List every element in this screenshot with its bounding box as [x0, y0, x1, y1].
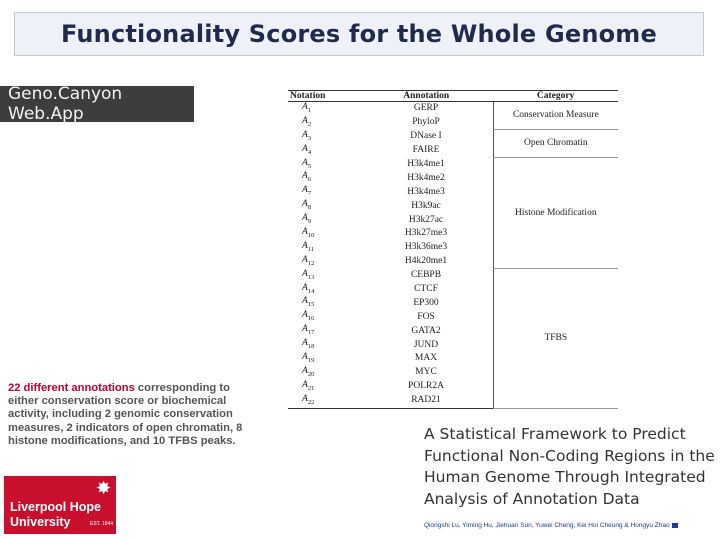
header-annotation: Annotation — [359, 91, 493, 102]
paper-title: A Statistical Framework to Predict Functional Non-Coding Regions in the Human Genome Through Integrated Analysis of Annotation Data — [424, 425, 715, 508]
notation-cell — [288, 158, 359, 172]
annotation-cell: FOS — [417, 311, 435, 322]
notation-index: 17 — [307, 329, 315, 337]
annotation-cell: H3k9ac — [411, 200, 441, 211]
notation-symbol: A — [302, 282, 308, 293]
annotation-cell: CTCF — [414, 284, 438, 295]
authors-text: Qiongshi Lu, Yiming Hu, Jiehuan Sun, Yuwei Cheng, Kei Hoi Cheung & Hongyu Zhao — [424, 522, 670, 529]
notation-cell — [288, 380, 359, 394]
category-cell: Histone Modification — [493, 158, 618, 269]
notation-cell — [288, 213, 359, 227]
notation-symbol: A — [302, 296, 308, 307]
notation-index: 9 — [307, 218, 312, 226]
annotation-cell: EP300 — [413, 297, 439, 308]
annotation-cell: MYC — [415, 367, 437, 378]
notation-cell — [288, 352, 359, 366]
notation-index: 2 — [307, 120, 312, 128]
notation-index: 4 — [307, 148, 312, 156]
annotation-cell: H3k27me3 — [404, 228, 448, 239]
notation-index: 12 — [307, 259, 315, 267]
notation-symbol: A — [302, 254, 308, 265]
notation-index: 1 — [307, 106, 312, 114]
annotation-cell: H3k36me3 — [404, 242, 448, 253]
description-rest: corresponding to either conservation score or biochemical activity, including 2 genomic conservation measures, 2 indicators of open chromatin, 8 histone modifications, and 10 TFBS peaks. — [8, 382, 243, 447]
annotation-cell: GERP — [413, 103, 439, 114]
notation-index: 18 — [307, 343, 315, 351]
webapp-label: Geno.Canyon Web.App — [8, 84, 123, 124]
category-cell: TFBS — [493, 269, 618, 408]
notation-index: 16 — [307, 315, 315, 323]
notation-cell — [288, 241, 359, 255]
notation-symbol: A — [302, 352, 308, 363]
notation-symbol: A — [302, 268, 308, 279]
notation-cell — [288, 116, 359, 130]
notation-cell — [288, 227, 359, 241]
header-category: Category — [493, 91, 618, 102]
notation-cell — [288, 283, 359, 297]
annotation-cell: H3k4me2 — [407, 172, 445, 183]
annotation-cell: H4k20me1 — [404, 256, 448, 267]
table-row — [288, 102, 618, 116]
logo-line2: University — [10, 515, 71, 529]
notation-symbol: A — [302, 393, 308, 404]
notation-cell — [288, 130, 359, 144]
notation-index: 22 — [307, 398, 315, 406]
table-row — [288, 130, 618, 144]
notation-cell — [288, 366, 359, 380]
notation-index: 5 — [307, 162, 312, 170]
notation-index: 21 — [307, 384, 315, 392]
notation-index: 15 — [307, 301, 315, 309]
notation-index: 6 — [307, 176, 312, 184]
logo-line1: Liverpool Hope — [10, 500, 101, 514]
annotation-cell: GATA2 — [411, 325, 441, 336]
slide-title-box — [14, 12, 704, 56]
annotation-cell: H3k4me1 — [407, 159, 445, 169]
notation-symbol: A — [302, 324, 308, 335]
notation-cell — [288, 144, 359, 158]
notation-symbol: A — [302, 129, 308, 140]
notation-cell — [288, 102, 359, 116]
notation-symbol: A — [302, 365, 308, 376]
notation-index: 13 — [307, 273, 315, 281]
annotation-cell: MAX — [414, 353, 438, 364]
notation-symbol: A — [302, 185, 308, 196]
annotation-cell: H3k4me3 — [407, 186, 445, 197]
notation-symbol: A — [302, 338, 308, 349]
notation-index: 20 — [307, 370, 315, 378]
notation-index: 14 — [307, 287, 315, 295]
notation-index: 10 — [307, 231, 315, 239]
notation-symbol: A — [302, 157, 308, 168]
notation-cell — [288, 255, 359, 269]
category-cell: Open Chromatin — [493, 130, 618, 158]
notation-symbol: A — [302, 240, 308, 251]
annotation-cell: JUND — [413, 339, 439, 350]
table-header-row — [288, 91, 618, 102]
notation-cell — [288, 310, 359, 324]
annotation-cell: CEBPB — [410, 270, 442, 281]
annotation-cell: POLR2A — [408, 381, 444, 392]
notation-cell — [288, 394, 359, 408]
description-text — [8, 382, 256, 448]
notation-symbol: A — [302, 199, 308, 210]
notation-index: 8 — [307, 204, 312, 212]
star-icon: ✸ — [96, 478, 112, 498]
annotation-cell: DNase I — [410, 131, 442, 142]
mail-icon — [672, 523, 678, 528]
notation-cell — [288, 338, 359, 352]
notation-symbol: A — [302, 171, 308, 182]
notation-cell — [288, 171, 359, 185]
notation-symbol: A — [302, 213, 308, 224]
notation-index: 11 — [307, 245, 315, 253]
notation-cell — [288, 199, 359, 213]
annotation-cell: PhyloP — [412, 117, 440, 128]
notation-symbol: A — [302, 102, 308, 112]
notation-cell — [288, 296, 359, 310]
annotation-cell: H3k27ac — [408, 214, 444, 225]
university-logo — [4, 476, 116, 534]
notation-cell — [288, 269, 359, 283]
notation-symbol: A — [302, 379, 308, 390]
notation-symbol: A — [302, 227, 308, 238]
authors-line — [424, 522, 718, 529]
annotation-cell: FAIRE — [412, 145, 440, 156]
table-row — [288, 158, 618, 172]
notation-symbol: A — [302, 115, 308, 126]
notation-index: 7 — [307, 190, 312, 198]
header-notation: Notation — [288, 91, 359, 102]
notation-index: 3 — [307, 134, 312, 142]
logo-est: EST. 1844 — [90, 521, 114, 527]
notation-symbol: A — [302, 310, 308, 321]
annotation-table — [288, 90, 618, 409]
notation-cell — [288, 185, 359, 199]
description-highlight: 22 different annotations — [8, 382, 135, 394]
slide-title: Functionality Scores for the Whole Genome — [60, 20, 657, 48]
table-row — [288, 269, 618, 283]
annotation-cell: RAD21 — [359, 394, 493, 408]
webapp-banner[interactable] — [0, 86, 194, 122]
notation-symbol: A — [302, 143, 308, 154]
category-cell: Conservation Measure — [493, 102, 618, 130]
notation-cell — [288, 324, 359, 338]
table-body — [288, 102, 618, 409]
notation-index: 19 — [307, 356, 315, 364]
